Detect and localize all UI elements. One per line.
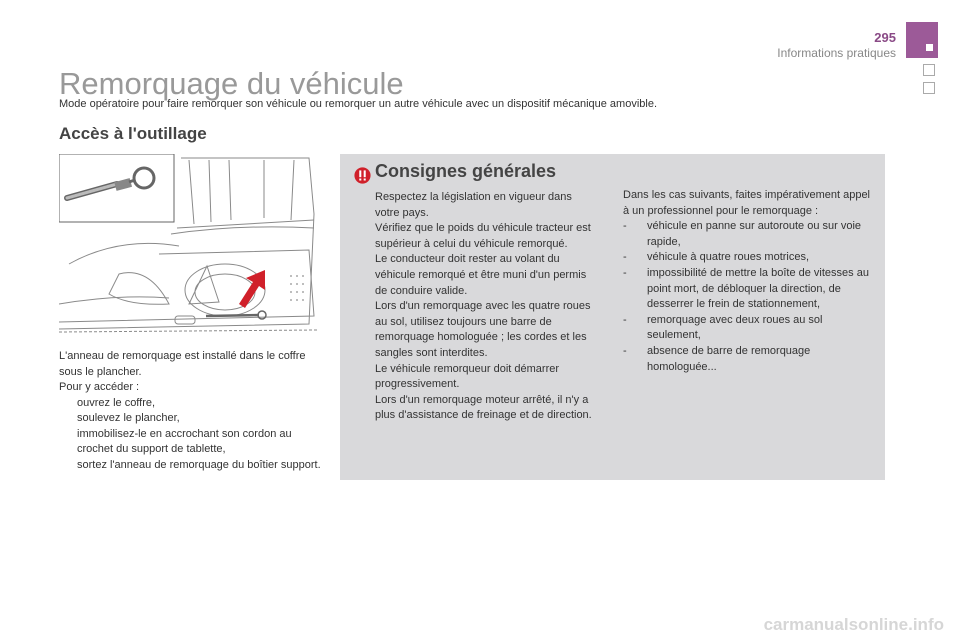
case-text: absence de barre de remorquage homologuée... bbox=[647, 344, 811, 373]
professional-intro: Dans les cas suivants, faites impérativement appel à un professionnel pour le remorquage : bbox=[623, 189, 871, 217]
step-text: sortez l'anneau de remorquage du boîtier support. bbox=[77, 458, 321, 471]
section-tab bbox=[906, 22, 938, 58]
rule-text: Vérifiez que le poids du véhicule tracteur est supérieur à celui du véhicule remorqué. bbox=[375, 222, 591, 250]
general-rules-column-right bbox=[623, 188, 873, 375]
list-item bbox=[59, 396, 324, 412]
page-number: 295 bbox=[874, 30, 896, 45]
list-item bbox=[59, 427, 324, 458]
list-item bbox=[623, 266, 873, 313]
dash-marker: - bbox=[623, 313, 627, 326]
step-text: ouvrez le coffre, bbox=[77, 396, 156, 409]
case-text: véhicule à quatre roues motrices, bbox=[647, 251, 810, 264]
list-item bbox=[59, 411, 324, 427]
access-instructions bbox=[59, 349, 324, 473]
page-subtitle: Mode opératoire pour faire remorquer son véhicule ou remorquer un autre véhicule avec un dispositif mécanique amovible. bbox=[59, 98, 657, 110]
access-heading: Accès à l'outillage bbox=[59, 124, 207, 143]
rule-text: Lors d'un remorquage moteur arrêté, il n'y a plus d'assistance de freinage et de direction. bbox=[375, 393, 592, 422]
general-rules-panel bbox=[340, 154, 885, 480]
rule-text: Le conducteur doit rester au volant du véhicule remorqué et être muni d'un permis de conduire valide. bbox=[375, 253, 587, 297]
footer-watermark: carmanualsonline.info bbox=[763, 615, 944, 634]
empty-tab-box bbox=[923, 64, 935, 76]
step-text: immobilisez-le en accrochant son cordon au crochet du support de tablette, bbox=[77, 427, 292, 455]
case-text: véhicule en panne sur autoroute ou sur voie rapide, bbox=[647, 220, 862, 248]
rule-text: Le véhicule remorqueur doit démarrer progressivement. bbox=[375, 362, 560, 391]
general-rules-heading: Consignes générales bbox=[375, 161, 557, 181]
list-item bbox=[59, 458, 324, 474]
dash-marker: - bbox=[623, 220, 627, 233]
access-steps-list bbox=[59, 396, 324, 474]
list-item bbox=[623, 219, 873, 250]
section-title: Informations pratiques bbox=[777, 46, 896, 60]
tab-marker bbox=[926, 44, 933, 51]
step-text: soulevez le plancher, bbox=[77, 412, 180, 424]
dash-marker: - bbox=[623, 251, 627, 264]
case-text: impossibilité de mettre la boîte de vitesses au point mort, de débloquer la direction, de desserrer le frein de stationnement, bbox=[647, 266, 869, 311]
access-intro-line: Pour y accéder : bbox=[59, 381, 140, 393]
list-item bbox=[623, 344, 873, 375]
access-intro-line: L'anneau de remorquage est installé dans le coffre sous le plancher. bbox=[59, 350, 306, 378]
case-text: remorquage avec deux roues au sol seulement, bbox=[647, 313, 823, 342]
trunk-illustration bbox=[59, 154, 317, 336]
general-rules-column-left bbox=[375, 190, 597, 424]
empty-tab-box bbox=[923, 82, 935, 94]
list-item bbox=[623, 250, 873, 266]
rule-text: Respectez la législation en vigueur dans votre pays. bbox=[375, 191, 572, 219]
dash-marker: - bbox=[623, 344, 627, 357]
dash-marker: - bbox=[623, 266, 627, 279]
list-item bbox=[623, 313, 873, 344]
professional-cases-list bbox=[623, 219, 873, 375]
warning-alert-icon bbox=[354, 167, 371, 184]
page-title: Remorquage du véhicule bbox=[59, 66, 404, 101]
rule-text: Lors d'un remorquage avec les quatre roues au sol, utilisez toujours une barre de remorquage homologuée ; les cordes et les sangles sont interdites. bbox=[375, 300, 591, 359]
